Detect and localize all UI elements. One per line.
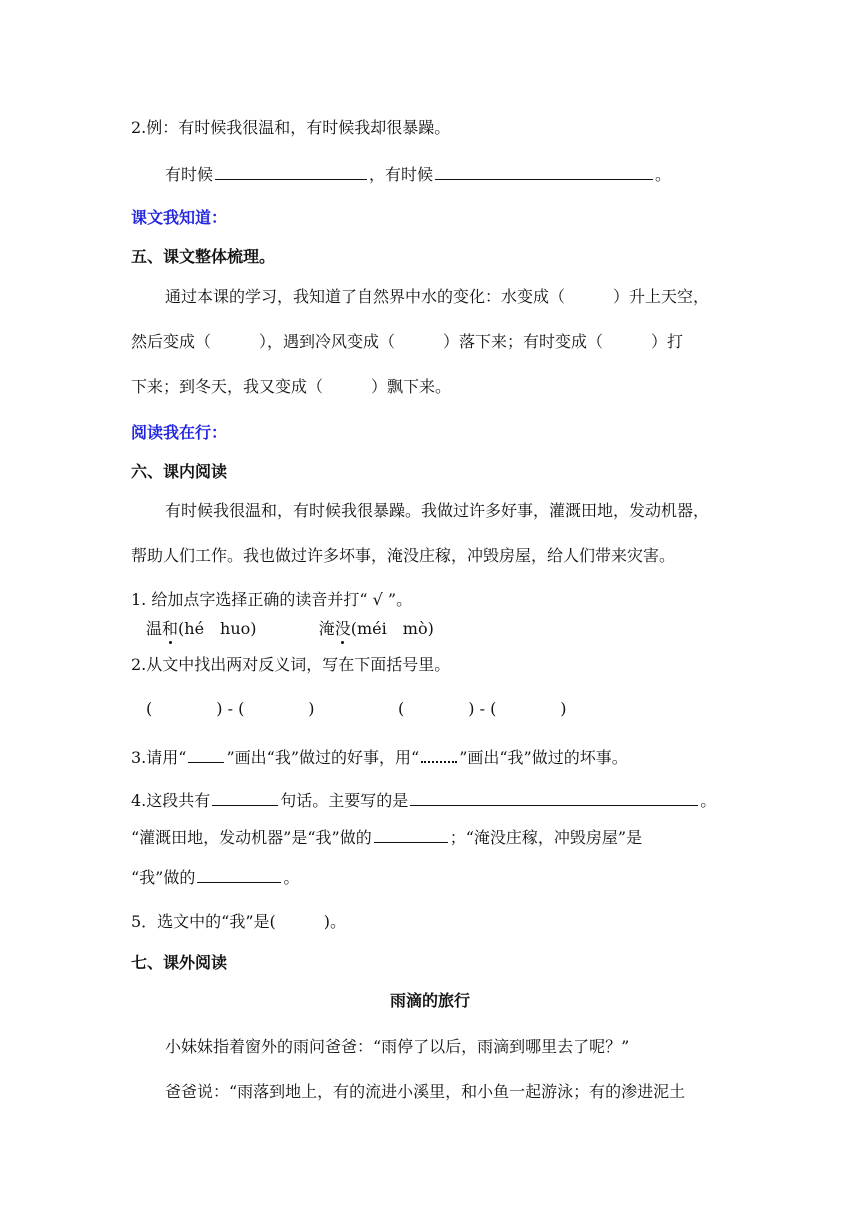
section5-line2: 然后变成（ ），遇到冷风变成（ ）落下来；有时变成（ ）打 bbox=[131, 332, 684, 351]
q3-text-b: ”画出“我”做过的好事，用“ bbox=[226, 748, 420, 767]
section-heading-kewen: 课文我知道： bbox=[131, 208, 228, 227]
example-sentence: 2.例：有时候我很温和，有时候我却很暴躁。 bbox=[131, 118, 451, 137]
question-2: 2.从文中找出两对反义词，写在下面括号里。 bbox=[131, 655, 451, 674]
question-3 bbox=[131, 746, 628, 767]
answer-blank[interactable] bbox=[197, 866, 281, 883]
q4-text-b: 句话。主要写的是 bbox=[280, 791, 409, 810]
q4-text-d: “灌溉田地，发动机器”是“我”做的 bbox=[131, 828, 372, 847]
wavy-line-mark bbox=[421, 748, 457, 763]
q4-text-f: “我”做的 bbox=[131, 868, 196, 887]
fill-text-end: 。 bbox=[655, 165, 672, 184]
question-5: 5．选文中的“我”是( )。 bbox=[131, 912, 347, 931]
reading-para-line2: 帮助人们工作。我也做过许多坏事，淹没庄稼，冲毁房屋，给人们带来灾害。 bbox=[131, 546, 676, 565]
pinyin-choices: (méi mò) bbox=[350, 619, 434, 638]
section5-title: 五、课文整体梳理。 bbox=[131, 247, 276, 266]
straight-line-mark bbox=[188, 746, 224, 763]
q3-text-a: 3.请用“ bbox=[131, 748, 187, 767]
antonym-pair-2[interactable]: ( ) - ( ) bbox=[398, 699, 567, 718]
answer-blank[interactable] bbox=[215, 163, 367, 180]
dotted-char: 没 bbox=[334, 619, 351, 638]
answer-blank[interactable] bbox=[212, 789, 278, 806]
answer-blank[interactable] bbox=[435, 163, 653, 180]
story-para-1: 小妹妹指着窗外的雨问爸爸：“雨停了以后，雨滴到哪里去了呢？” bbox=[165, 1037, 630, 1056]
reading-para-line1: 有时候我很温和，有时候我很暴躁。我做过许多好事，灌溉田地，发动机器， bbox=[165, 501, 710, 520]
story-para-2: 爸爸说：“雨落到地上，有的流进小溪里，和小鱼一起游泳；有的渗进泥土 bbox=[165, 1082, 686, 1101]
antonym-pair-1[interactable]: ( ) - ( ) bbox=[146, 699, 315, 718]
q4-text-e: ；“淹没庄稼，冲毁房屋”是 bbox=[449, 828, 643, 847]
option-char: 温 bbox=[146, 619, 163, 638]
answer-blank[interactable] bbox=[374, 826, 448, 843]
section5-line1: 通过本课的学习，我知道了自然界中水的变化：水变成（ ）升上天空， bbox=[165, 287, 710, 306]
option-char: 淹 bbox=[318, 619, 335, 638]
section5-line3: 下来；到冬天，我又变成（ ）飘下来。 bbox=[131, 377, 452, 396]
fill-sentence bbox=[165, 163, 671, 184]
fill-text-sep: ，有时候 bbox=[369, 165, 434, 184]
question-4 bbox=[131, 789, 716, 810]
option-yanmo[interactable] bbox=[319, 619, 434, 638]
option-wenhe[interactable] bbox=[146, 619, 257, 638]
question-4-line2 bbox=[131, 826, 642, 847]
q4-text-c: 。 bbox=[700, 791, 717, 810]
question-1-options bbox=[146, 619, 434, 638]
section6-title: 六、课内阅读 bbox=[131, 462, 228, 481]
story-title: 雨滴的旅行 bbox=[389, 991, 470, 1010]
section7-title: 七、课外阅读 bbox=[131, 953, 228, 972]
fill-text-a: 有时候 bbox=[165, 165, 214, 184]
q4-text-a: 4.这段共有 bbox=[131, 791, 211, 810]
answer-blank[interactable] bbox=[410, 789, 698, 806]
q3-text-c: ”画出“我”做过的坏事。 bbox=[459, 748, 628, 767]
section-heading-yuedu: 阅读我在行： bbox=[131, 423, 228, 442]
pinyin-choices: (hé huo) bbox=[178, 619, 257, 638]
question-1: 1. 给加点字选择正确的读音并打“ √ ”。 bbox=[131, 590, 413, 609]
q4-text-g: 。 bbox=[283, 868, 300, 887]
dotted-char: 和 bbox=[162, 619, 179, 638]
question-4-line3 bbox=[131, 866, 299, 887]
